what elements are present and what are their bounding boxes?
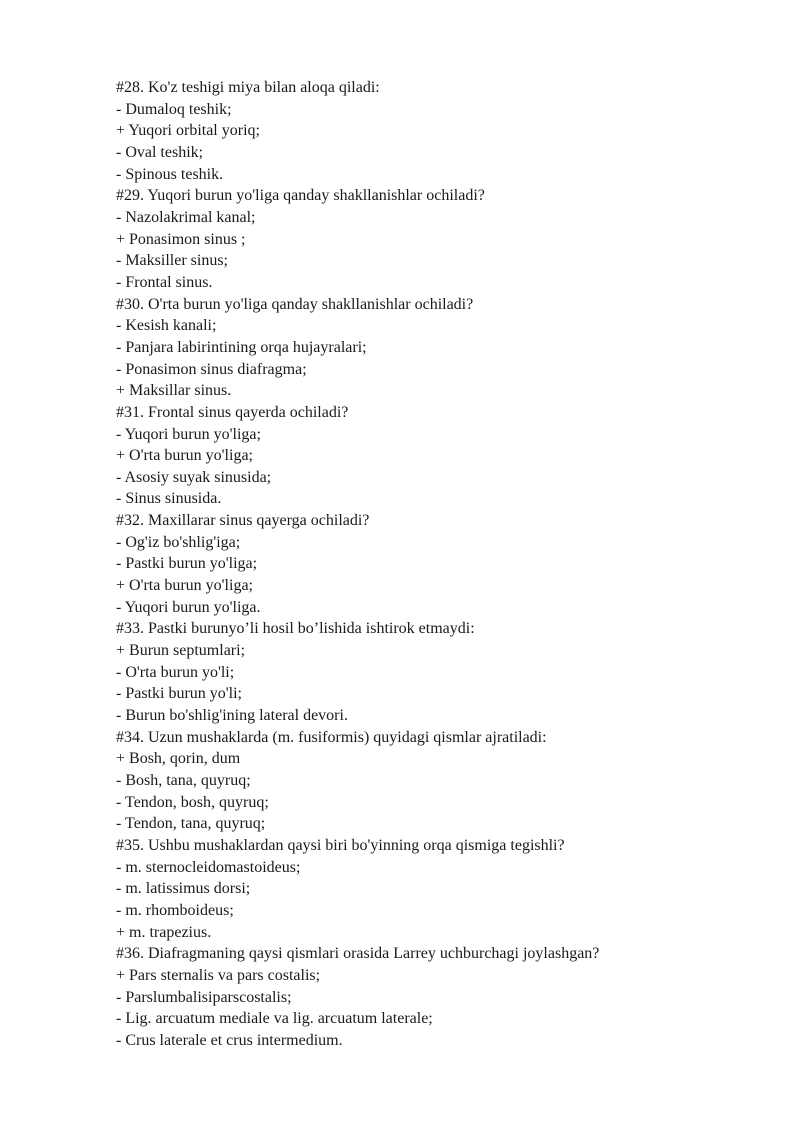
- question-block: [116, 943, 776, 1051]
- question-block: [116, 185, 776, 293]
- answer-option: - Pastki burun yo'li;: [116, 685, 242, 703]
- answer-option: - Lig. arcuatum mediale va lig. arcuatum laterale;: [116, 1010, 433, 1028]
- answer-option: - Og'iz bo'shlig'iga;: [116, 533, 241, 551]
- answer-option: - Maksiller sinus;: [116, 252, 228, 270]
- question-text: #35. Ushbu mushaklardan qaysi biri bo'yinning orqa qismiga tegishli?: [116, 836, 565, 854]
- question-block: [116, 294, 776, 402]
- answer-option: - Nazolakrimal kanal;: [116, 208, 256, 226]
- question-text: #29. Yuqori burun yo'liga qanday shakllanishlar ochiladi?: [116, 187, 485, 205]
- answer-option: - Pastki burun yo'liga;: [116, 555, 258, 573]
- answer-option: - Bosh, tana, quyruq;: [116, 772, 251, 789]
- question-block: [116, 727, 776, 835]
- question-block: [116, 77, 776, 185]
- question-block: [116, 510, 776, 618]
- question-block: [116, 835, 776, 943]
- answer-option-correct: + m. trapezius.: [116, 923, 212, 941]
- answer-option: - Tendon, bosh, quyruq;: [116, 793, 269, 811]
- answer-option: - Oval teshik;: [116, 143, 204, 161]
- answer-option: - Crus laterale et crus intermedium.: [116, 1031, 343, 1049]
- answer-option: - Tendon, tana, quyruq;: [116, 815, 266, 833]
- question-text: #28. Ko'z teshigi miya bilan aloqa qiladi:: [116, 79, 380, 96]
- question-block: [116, 618, 776, 726]
- answer-option: - Kesish kanali;: [116, 317, 217, 335]
- answer-option: - m. latissimus dorsi;: [116, 880, 251, 898]
- question-text: #31. Frontal sinus qayerda ochiladi?: [116, 403, 349, 421]
- answer-option: - Dumaloq teshik;: [116, 100, 232, 118]
- answer-option: - Parslumbalisiparscostalis;: [116, 988, 292, 1006]
- answer-option: - Ponasimon sinus diafragma;: [116, 360, 307, 378]
- answer-option-correct: + Bosh, qorin, dum: [116, 750, 241, 768]
- answer-option: - Burun bo'shlig'ining lateral devori.: [116, 707, 348, 725]
- answer-option: - Yuqori burun yo'liga;: [116, 425, 261, 443]
- answer-option-correct: + Maksillar sinus.: [116, 382, 232, 400]
- answer-option: - O'rta burun yo'li;: [116, 663, 235, 681]
- answer-option: - Spinous teshik.: [116, 165, 224, 183]
- question-text: #33. Pastki burunyo’li hosil bo’lishida ishtirok etmaydi:: [116, 620, 475, 638]
- document-page: [116, 77, 776, 1052]
- answer-option: - Sinus sinusida.: [116, 490, 222, 508]
- answer-option-correct: + Ponasimon sinus ;: [116, 230, 246, 248]
- question-text: #32. Maxillarar sinus qayerga ochiladi?: [116, 512, 370, 530]
- answer-option-correct: + Burun septumlari;: [116, 642, 246, 660]
- answer-option-correct: + Pars sternalis va pars costalis;: [116, 966, 321, 984]
- answer-option: - m. rhomboideus;: [116, 901, 234, 919]
- question-block: [116, 402, 776, 510]
- answer-option-correct: + O'rta burun yo'liga;: [116, 447, 253, 465]
- question-text: #30. O'rta burun yo'liga qanday shakllanishlar ochiladi?: [116, 295, 474, 313]
- answer-option: - Frontal sinus.: [116, 273, 213, 291]
- answer-option-correct: + Yuqori orbital yoriq;: [116, 122, 260, 140]
- answer-option: - m. sternocleidomastoideus;: [116, 858, 301, 876]
- answer-option: - Yuqori burun yo'liga.: [116, 598, 261, 616]
- answer-option: - Panjara labirintining orqa hujayralari;: [116, 338, 367, 356]
- question-text: #36. Diafragmaning qaysi qismlari orasida Larrey uchburchagi joylashgan?: [116, 945, 600, 963]
- answer-option: - Asosiy suyak sinusida;: [116, 468, 272, 486]
- question-text: #34. Uzun mushaklarda (m. fusiformis) quyidagi qismlar ajratiladi:: [116, 728, 547, 746]
- answer-option-correct: + O'rta burun yo'liga;: [116, 577, 253, 595]
